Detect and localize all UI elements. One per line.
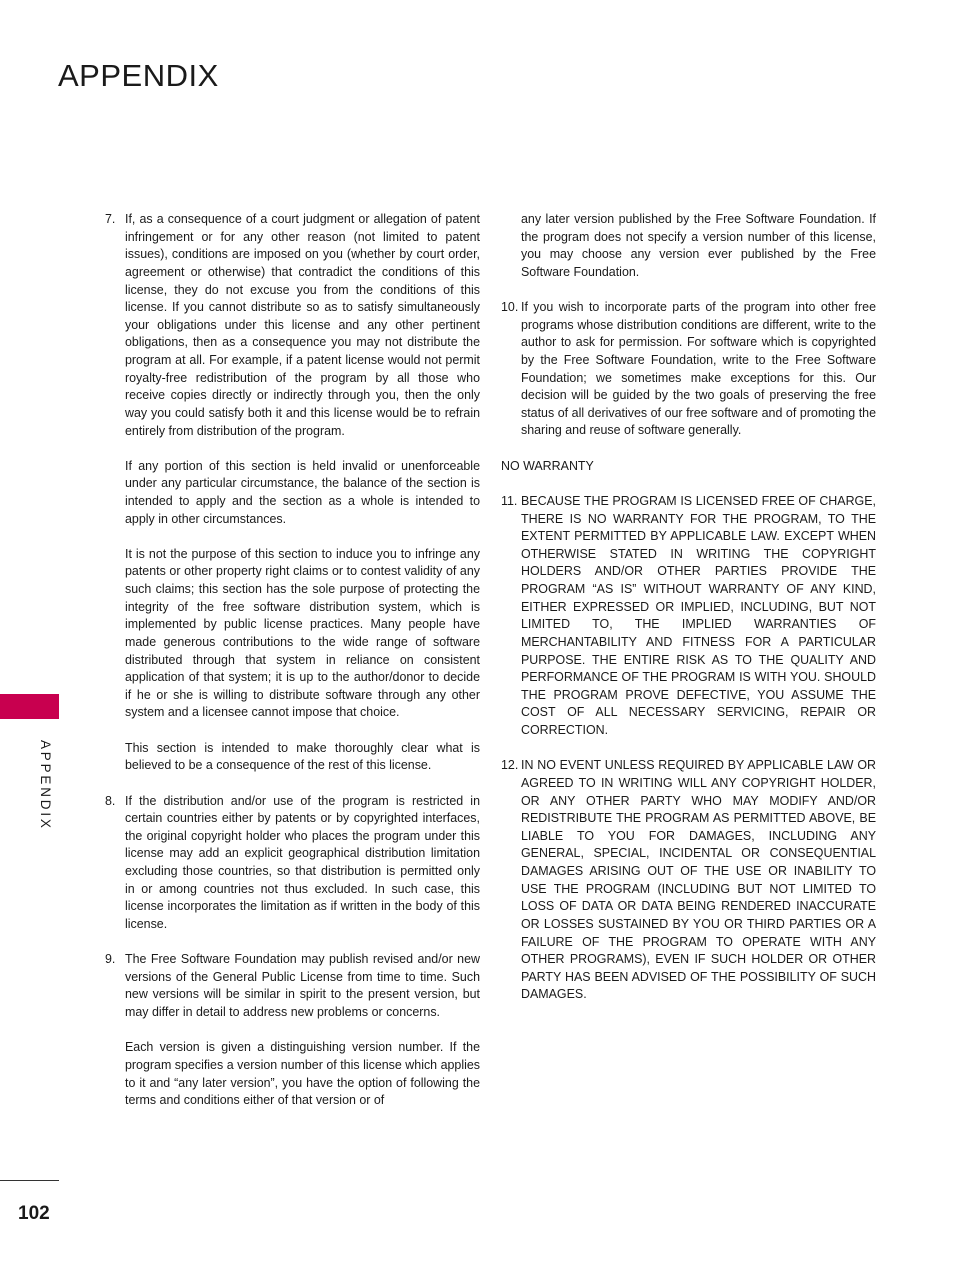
item-number: 7. [105, 212, 116, 226]
list-item-8 [105, 793, 480, 934]
paragraph: If the distribution and/or use of the program is restricted in certain countries either by patents or by copyrighted interfaces, the original copyright holder who places the program under this license may add an explicit geographical distribution limitation excluding those countries, so that distribution is permitted only in or among countries not thus excluded. In such case, this license incorporates the limitation as if written in the body of this license. [125, 793, 480, 931]
paragraph: If, as a consequence of a court judgment or allegation of patent infringement or for any other reason (not limited to patent issues), conditions are imposed on you (whether by court order, agreement or otherwise) that contradict the conditions of this license, they do not excuse you from the conditions of this license. If you cannot distribute so as to satisfy simultaneously your obligations under this license and any other pertinent obligations, then as a consequence you may not distribute the program at all. For example, if a patent license would not permit royalty-free redistribution of the program by all those who receive copies directly or indirectly through you, then the only way you could satisfy both it and this license would be to refrain entirely from distribution of the program. [125, 212, 480, 438]
item-number: 8. [105, 793, 116, 808]
paragraph: IN NO EVENT UNLESS REQUIRED BY APPLICABLE LAW OR AGREED TO IN WRITING WILL ANY COPYRIGHT HOLDER, OR ANY OTHER PARTY WHO MAY MODIFY AND/OR REDISTRIBUTE THE PROGRAM AS PERMITTED ABOVE, BE LIABLE TO YOU FOR DAMAGES, INCLUDING ANY GENERAL, SPECIAL, INCIDENTAL OR CONSEQUENTIAL DAMAGES ARISING OUT OF THE USE OR INABILITY TO USE THE PROGRAM (INCLUDING BUT NOT LIMITED TO LOSS OF DATA OR DATA BEING RENDERED INACCURATE OR LOSSES SUSTAINED BY YOU OR THIRD PARTIES OR A FAILURE OF THE PROGRAM TO OPERATE WITH ANY OTHER PROGRAMS), EVEN IF SUCH HOLDER OR OTHER PARTY HAS BEEN ADVISED OF THE POSSIBILITY OF SUCH DAMAGES. [521, 758, 876, 1002]
item-number: 9. [105, 952, 116, 967]
item-number: 11. [501, 493, 518, 508]
section-tab-label: APPENDIX [38, 740, 53, 831]
list-item-11 [501, 493, 876, 740]
left-column [105, 211, 480, 1127]
paragraph: This section is intended to make thoroughly clear what is believed to be a consequence of the rest of this license. [125, 740, 480, 773]
footer-divider [0, 1180, 59, 1181]
item-number: 12. [501, 758, 519, 773]
list-item-9 [105, 951, 480, 1110]
page-title: APPENDIX [58, 58, 219, 93]
item-number: 10. [501, 300, 519, 315]
section-tab-marker [0, 694, 59, 719]
page-number: 102 [18, 1203, 50, 1224]
paragraph-continued: any later version published by the Free Software Foundation. If the program does not specify a version number of this license, you may choose any version ever published by the Free Software Foundation. [521, 212, 876, 279]
paragraph: BECAUSE THE PROGRAM IS LICENSED FREE OF CHARGE, THERE IS NO WARRANTY FOR THE PROGRAM, TO THE EXTENT PERMITTED BY APPLICABLE LAW. EXCEPT WHEN OTHERWISE STATED IN WRITING THE COPYRIGHT HOLDERS AND/OR OTHER PARTIES PROVIDE THE PROGRAM “AS IS” WITHOUT WARRANTY OF ANY KIND, EITHER EXPRESSED OR IMPLIED, INCLUDING, BUT NOT LIMITED TO, THE IMPLIED WARRANTIES OF MERCHANTABILITY AND FITNESS FOR A PARTICULAR PURPOSE. THE ENTIRE RISK AS TO THE QUALITY AND PERFORMANCE OF THE PROGRAM IS WITH YOU. SHOULD THE PROGRAM PROVE DEFECTIVE, YOU ASSUME THE COST OF ALL NECESSARY SERVICING, REPAIR OR CORRECTION. [521, 493, 876, 738]
paragraph: It is not the purpose of this section to induce you to infringe any patents or other property right claims or to contest validity of any such claims; this section has the sole purpose of protecting the integrity of the free software distribution system, which is implemented by public license practices. Many people have made generous contributions to the wide range of software distributed through that system in reliance on consistent application of that system; it is up to the author/donor to decide if he or she is willing to distribute software through any other system and a licensee cannot impose that choice. [125, 546, 480, 720]
list-item-12 [501, 757, 876, 1004]
list-item-7 [105, 211, 480, 775]
paragraph: The Free Software Foundation may publish revised and/or new versions of the General Public License from time to time. Such new versions will be similar in spirit to the present version, but may differ in detail to address new problems or concerns. [125, 952, 480, 1020]
list-item-10 [501, 299, 876, 440]
section-heading-no-warranty: NO WARRANTY [501, 458, 594, 473]
paragraph: Each version is given a distinguishing version number. If the program specifies a version number of this license which applies to it and “any later version”, you have the option of following the terms and conditions either of that version or of [125, 1040, 480, 1108]
paragraph: If you wish to incorporate parts of the program into other free programs whose distribution conditions are different, write to the author to ask for permission. For software which is copyrighted by the Free Software Foundation, write to the Free Software Foundation; we sometimes make exceptions for this. Our decision will be guided by the two goals of preserving the free status of all derivatives of our free software and of promoting the sharing and reuse of software generally. [521, 300, 876, 438]
paragraph: If any portion of this section is held invalid or unenforceable under any particular circumstance, the balance of the section is intended to apply and the section as a whole is intended to apply in other circumstances. [125, 458, 480, 526]
right-column [501, 211, 876, 1022]
